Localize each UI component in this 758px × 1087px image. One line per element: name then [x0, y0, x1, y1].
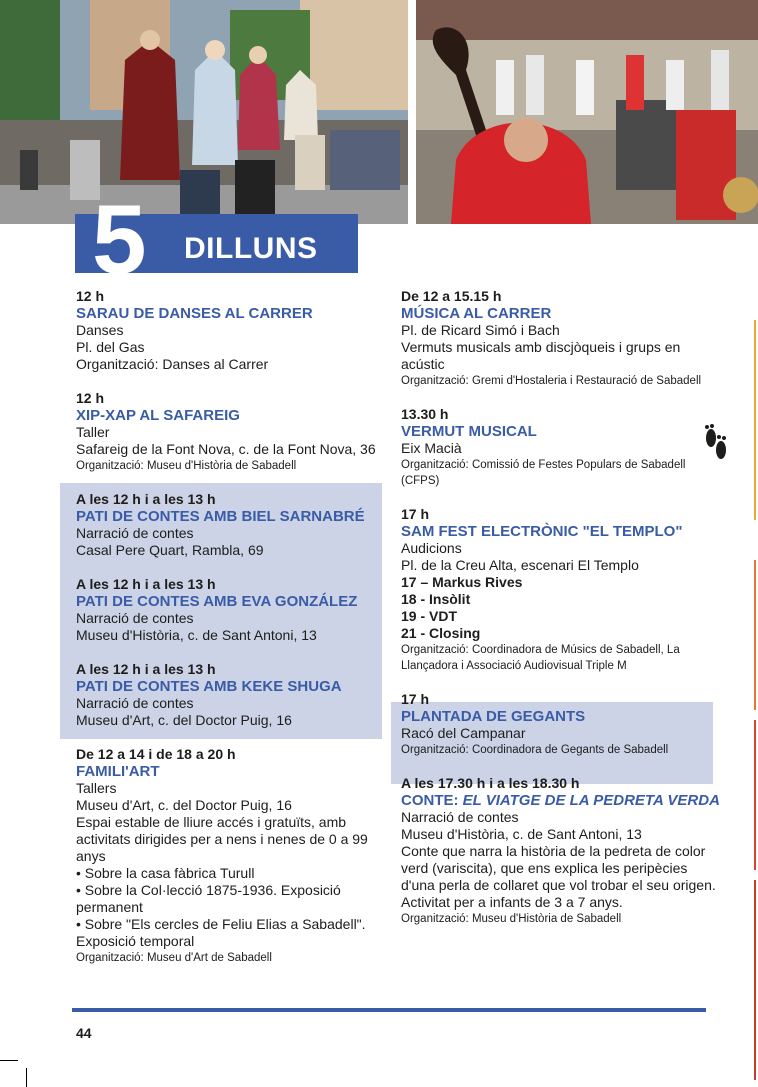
event-title: SARAU DE DANSES AL CARRER	[76, 305, 313, 322]
event-title	[401, 792, 721, 809]
event-detail: Museu d'Art, c. del Doctor Puig, 16	[76, 712, 292, 728]
event-time: De 12 a 15.15 h	[401, 288, 502, 304]
event-title: PATI DE CONTES AMB EVA GONZÁLEZ	[76, 593, 358, 610]
edge-line-darkred	[754, 880, 756, 1080]
event-title: VERMUT MUSICAL	[401, 423, 537, 440]
footer-rule	[72, 1008, 706, 1012]
event-detail: Museu d'Història, c. de Sant Antoni, 13	[401, 826, 642, 842]
edge-line-yellow	[754, 320, 756, 520]
event-time: A les 12 h i a les 13 h	[76, 661, 216, 677]
event-detail: Casal Pere Quart, Rambla, 69	[76, 542, 264, 558]
event-item	[76, 576, 396, 644]
event-title: SAM FEST ELECTRÒNIC "EL TEMPLO"	[401, 523, 683, 540]
dance-photo	[416, 0, 758, 224]
event-detail: Taller	[76, 424, 110, 440]
event-detail: Pl. de Ricard Simó i Bach	[401, 322, 560, 338]
event-title: MÚSICA AL CARRER	[401, 305, 552, 322]
event-time: 12 h	[76, 288, 105, 304]
event-detail: Conte que narra la història de la pedreta de color verd (variscita), que ens explica les peripècies d'una perla de collaret que vol trobar el seu origen. Activitat per a infants de 3 a 7 anys.	[401, 843, 716, 910]
event-detail: Danses	[76, 322, 124, 338]
page-number: 44	[76, 1025, 92, 1041]
event-item	[76, 746, 396, 966]
event-lineup-item: 21 - Closing	[401, 625, 481, 641]
event-title-italic: EL VIATGE DE LA PEDRETA VERDA	[462, 792, 720, 809]
event-detail: Tallers	[76, 780, 117, 796]
event-detail: Espai estable de lliure accés i gratuïts, amb activitats dirigides per a nens i nenes de 0 a 99 anys	[76, 814, 368, 864]
event-title: FAMILI'ART	[76, 763, 160, 780]
event-organizer: Organització: Coordinadora de Músics de Sabadell, La Llançadora i Associació Audiovisual Triple M	[401, 644, 680, 672]
event-detail: Organització: Danses al Carrer	[76, 356, 269, 372]
event-detail: Racó del Campanar	[401, 725, 526, 741]
event-lineup-item: 19 - VDT	[401, 608, 458, 624]
event-detail: • Sobre la casa fàbrica Turull	[76, 865, 255, 881]
event-detail: Eix Macià	[401, 440, 462, 456]
event-detail: Audicions	[401, 540, 462, 556]
event-time: 17 h	[401, 691, 430, 707]
event-item	[76, 491, 396, 559]
event-title: PATI DE CONTES AMB KEKE SHUGA	[76, 678, 342, 695]
event-time: De 12 a 14 i de 18 a 20 h	[76, 746, 236, 762]
event-organizer: Organització: Gremi d'Hostaleria i Restauració de Sabadell	[401, 375, 702, 387]
event-time: 13.30 h	[401, 406, 449, 422]
event-title: PLANTADA DE GEGANTS	[401, 708, 586, 725]
event-lineup-item: 18 - Insòlit	[401, 591, 471, 607]
event-time: A les 12 h i a les 13 h	[76, 491, 216, 507]
event-lineup-item: 17 – Markus Rives	[401, 574, 523, 590]
event-time: 12 h	[76, 390, 105, 406]
event-time: 17 h	[401, 506, 430, 522]
event-item	[401, 506, 721, 674]
event-item	[76, 288, 396, 373]
edge-line-orange	[754, 560, 756, 710]
event-detail: Museu d'Art, c. del Doctor Puig, 16	[76, 797, 292, 813]
event-detail: Museu d'Història, c. de Sant Antoni, 13	[76, 627, 317, 643]
crop-mark	[0, 1060, 18, 1061]
day-number: 5	[92, 184, 145, 294]
event-detail: Pl. del Gas	[76, 339, 145, 355]
event-organizer: Organització: Museu d'Art de Sabadell	[76, 952, 272, 964]
event-detail: • Sobre la Col·lecció 1875-1936. Exposició permanent	[76, 882, 341, 915]
event-title: PATI DE CONTES AMB BIEL SARNABRÉ	[76, 508, 365, 525]
event-title: XIP-XAP AL SAFAREIG	[76, 407, 240, 424]
gegants-photo	[0, 0, 408, 224]
event-detail: Pl. de la Creu Alta, escenari El Templo	[401, 557, 639, 573]
crop-mark	[26, 1068, 27, 1087]
left-column	[76, 288, 396, 983]
event-organizer: Organització: Coordinadora de Gegants de Sabadell	[401, 744, 669, 756]
event-detail: Narració de contes	[76, 695, 194, 711]
event-item	[76, 661, 396, 729]
event-item	[401, 406, 721, 489]
event-detail: Safareig de la Font Nova, c. de la Font Nova, 36	[76, 441, 376, 457]
event-item	[76, 390, 396, 474]
event-detail: Narració de contes	[76, 525, 194, 541]
event-item	[401, 288, 721, 389]
event-organizer: Organització: Museu d'Història de Sabadell	[401, 913, 622, 925]
footprints-icon	[703, 424, 729, 464]
event-title-prefix: CONTE:	[401, 792, 463, 809]
day-name: DILLUNS	[184, 232, 318, 265]
event-detail: Narració de contes	[76, 610, 194, 626]
event-organizer: Organització: Museu d'Història de Sabadell	[76, 460, 297, 472]
event-detail: Vermuts musicals amb discjòqueis i grups en acústic	[401, 339, 681, 372]
event-detail: Narració de contes	[401, 809, 519, 825]
event-item	[401, 691, 721, 758]
event-organizer: Organització: Comissió de Festes Populars de Sabadell (CFPS)	[401, 459, 686, 487]
edge-line-red	[754, 720, 756, 870]
event-detail: • Sobre "Els cercles de Feliu Elias a Sabadell". Exposició temporal	[76, 916, 366, 949]
right-column	[401, 288, 721, 944]
event-time: A les 17.30 h i a les 18.30 h	[401, 775, 580, 791]
event-time: A les 12 h i a les 13 h	[76, 576, 216, 592]
event-item	[401, 775, 721, 927]
